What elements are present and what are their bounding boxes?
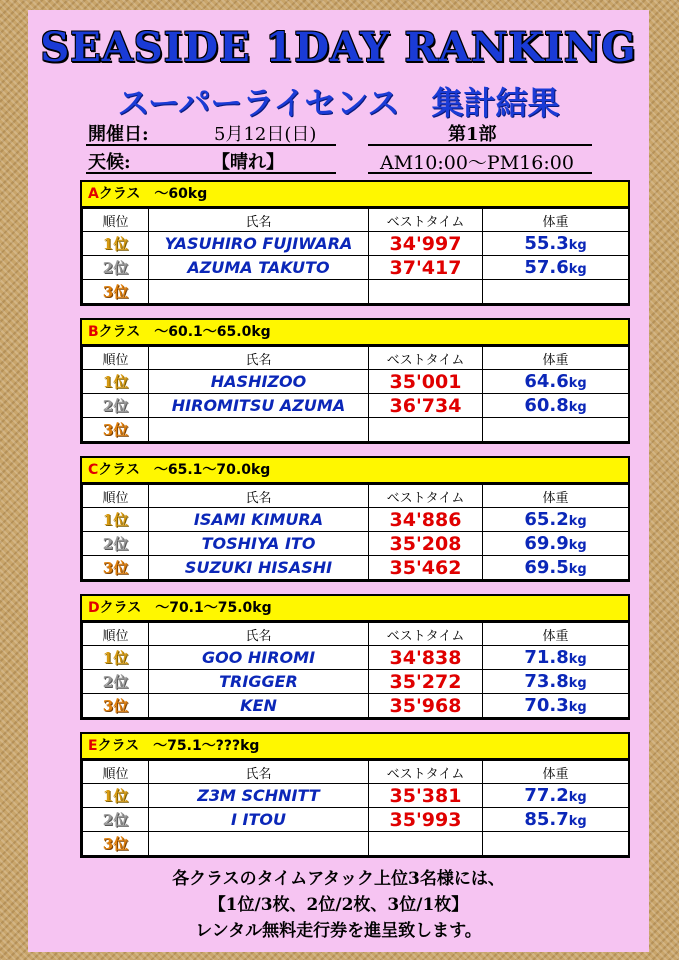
column-header-name: 氏名 [149, 347, 369, 370]
table-row [83, 394, 629, 418]
weight-cell [483, 832, 629, 856]
weight-cell [483, 232, 629, 256]
table-row [83, 556, 629, 580]
weight-value: 57.6 [524, 257, 569, 278]
table-header-row [83, 761, 629, 784]
table-row [83, 508, 629, 532]
page-title: SEASIDE 1DAY RANKING [40, 24, 637, 71]
weight-cell [483, 280, 629, 304]
column-header-rank: 順位 [83, 761, 149, 784]
column-header-name: 氏名 [149, 485, 369, 508]
prize-notice [28, 866, 649, 944]
column-header-time: ベストタイム [369, 209, 483, 232]
weight-cell [483, 370, 629, 394]
best-time-cell: 34'997 [369, 232, 483, 256]
rank-cell: 2位 [83, 256, 149, 280]
name-cell [149, 832, 369, 856]
prize-line-3: レンタル無料走行券を進呈致します。 [195, 921, 482, 941]
rank-cell: 3位 [83, 556, 149, 580]
rank-cell: 1位 [83, 370, 149, 394]
weight-cell [483, 808, 629, 832]
column-header-time: ベストタイム [369, 623, 483, 646]
best-time-cell [369, 832, 483, 856]
ranking-table [82, 484, 629, 580]
weight-value: 70.3 [524, 695, 569, 716]
prize-line-1: 各クラスのタイムアタック上位3名様には、 [172, 869, 505, 889]
class-c-table [80, 456, 630, 582]
best-time-cell: 34'838 [369, 646, 483, 670]
ranking-table [82, 208, 629, 304]
best-time-cell: 35'968 [369, 694, 483, 718]
class-header [82, 320, 628, 346]
name-cell: Z3M SCHNITT [149, 784, 369, 808]
weight-cell [483, 556, 629, 580]
name-cell: AZUMA TAKUTO [149, 256, 369, 280]
table-header-row [83, 347, 629, 370]
rank-cell: 3位 [83, 694, 149, 718]
name-cell: TRIGGER [149, 670, 369, 694]
column-header-name: 氏名 [149, 761, 369, 784]
name-cell: TOSHIYA ITO [149, 532, 369, 556]
column-header-weight: 体重 [483, 485, 629, 508]
class-header [82, 458, 628, 484]
class-label: クラス 〜60kg [98, 186, 208, 202]
rank-cell: 1位 [83, 784, 149, 808]
weight-value: 77.2 [524, 785, 569, 806]
weight-cell [483, 418, 629, 442]
weight-value: 64.6 [524, 371, 569, 392]
divider [368, 172, 592, 174]
table-row [83, 280, 629, 304]
weight-value: 71.8 [524, 647, 569, 668]
table-row [83, 670, 629, 694]
table-row [83, 646, 629, 670]
column-header-rank: 順位 [83, 209, 149, 232]
best-time-cell [369, 280, 483, 304]
divider [86, 172, 336, 174]
name-cell [149, 280, 369, 304]
column-header-weight: 体重 [483, 761, 629, 784]
rank-cell: 1位 [83, 232, 149, 256]
class-header [82, 596, 628, 622]
rank-cell: 2位 [83, 532, 149, 556]
weight-unit: kg [568, 376, 587, 391]
table-row [83, 370, 629, 394]
divider [368, 144, 592, 146]
class-letter: D [88, 600, 100, 616]
weight-unit: kg [568, 676, 587, 691]
session-label: 第1部 [448, 124, 497, 145]
weight-value: 69.9 [524, 533, 569, 554]
class-letter: B [88, 324, 99, 340]
prize-line-2: 【1位/3枚、2位/2枚、3位/1枚】 [208, 895, 469, 915]
name-cell: YASUHIRO FUJIWARA [149, 232, 369, 256]
rank-cell: 3位 [83, 832, 149, 856]
best-time-cell: 35'001 [369, 370, 483, 394]
flyer-sheet [28, 10, 649, 952]
weight-unit: kg [568, 790, 587, 805]
class-letter: A [88, 186, 99, 202]
column-header-name: 氏名 [149, 209, 369, 232]
weight-cell [483, 646, 629, 670]
name-cell: SUZUKI HISASHI [149, 556, 369, 580]
best-time-cell [369, 418, 483, 442]
rank-cell: 3位 [83, 280, 149, 304]
table-row [83, 808, 629, 832]
name-cell: KEN [149, 694, 369, 718]
table-row [83, 784, 629, 808]
ranking-table [82, 760, 629, 856]
weight-unit: kg [568, 238, 587, 253]
weight-cell [483, 532, 629, 556]
weight-unit: kg [568, 814, 587, 829]
table-row [83, 232, 629, 256]
name-cell: ISAMI KIMURA [149, 508, 369, 532]
rank-cell: 2位 [83, 394, 149, 418]
rank-cell: 2位 [83, 808, 149, 832]
table-row [83, 694, 629, 718]
class-label: クラス 〜75.1〜???kg [97, 738, 260, 754]
weight-value: 73.8 [524, 671, 569, 692]
weight-cell [483, 256, 629, 280]
table-row [83, 532, 629, 556]
weight-unit: kg [568, 400, 587, 415]
weight-cell [483, 508, 629, 532]
weight-value: 60.8 [524, 395, 569, 416]
weight-unit: kg [568, 652, 587, 667]
class-b-table [80, 318, 630, 444]
date-value: 5月12日(日) [214, 124, 317, 145]
weight-unit: kg [568, 514, 587, 529]
class-a-table [80, 180, 630, 306]
name-cell: GOO HIROMI [149, 646, 369, 670]
weight-cell [483, 784, 629, 808]
weight-value: 69.5 [524, 557, 569, 578]
name-cell: HASHIZOO [149, 370, 369, 394]
column-header-rank: 順位 [83, 485, 149, 508]
class-letter: E [88, 738, 98, 754]
class-e-table [80, 732, 630, 858]
column-header-time: ベストタイム [369, 485, 483, 508]
column-header-rank: 順位 [83, 623, 149, 646]
weight-cell [483, 694, 629, 718]
table-header-row [83, 623, 629, 646]
class-label: クラス 〜65.1〜70.0kg [98, 462, 271, 478]
best-time-cell: 35'208 [369, 532, 483, 556]
ranking-table [82, 346, 629, 442]
table-header-row [83, 209, 629, 232]
class-letter: C [88, 462, 99, 478]
name-cell [149, 418, 369, 442]
column-header-rank: 順位 [83, 347, 149, 370]
best-time-cell: 36'734 [369, 394, 483, 418]
column-header-weight: 体重 [483, 209, 629, 232]
rank-cell: 1位 [83, 646, 149, 670]
best-time-cell: 37'417 [369, 256, 483, 280]
table-row [83, 832, 629, 856]
ranking-table [82, 622, 629, 718]
column-header-time: ベストタイム [369, 347, 483, 370]
weight-unit: kg [568, 562, 587, 577]
weather-value: 【晴れ】 [212, 152, 284, 173]
column-header-weight: 体重 [483, 623, 629, 646]
table-row [83, 418, 629, 442]
weight-value: 65.2 [524, 509, 569, 530]
class-label: クラス 〜70.1〜75.0kg [99, 600, 272, 616]
column-header-weight: 体重 [483, 347, 629, 370]
class-d-table [80, 594, 630, 720]
divider [86, 144, 336, 146]
weight-unit: kg [568, 538, 587, 553]
best-time-cell: 35'381 [369, 784, 483, 808]
table-header-row [83, 485, 629, 508]
page-subtitle: スーパーライセンス 集計結果 [117, 84, 560, 122]
rank-cell: 1位 [83, 508, 149, 532]
best-time-cell: 35'462 [369, 556, 483, 580]
best-time-cell: 35'272 [369, 670, 483, 694]
rank-cell: 3位 [83, 418, 149, 442]
weight-cell [483, 394, 629, 418]
date-label: 開催日: [88, 124, 149, 145]
name-cell: HIROMITSU AZUMA [149, 394, 369, 418]
best-time-cell: 34'886 [369, 508, 483, 532]
weight-unit: kg [568, 262, 587, 277]
weight-unit: kg [568, 700, 587, 715]
weight-value: 85.7 [524, 809, 569, 830]
weather-label: 天候: [88, 152, 131, 173]
class-label: クラス 〜60.1〜65.0kg [98, 324, 271, 340]
table-row [83, 256, 629, 280]
weight-value: 55.3 [524, 233, 569, 254]
weight-cell [483, 670, 629, 694]
column-header-name: 氏名 [149, 623, 369, 646]
best-time-cell: 35'993 [369, 808, 483, 832]
name-cell: I ITOU [149, 808, 369, 832]
time-range: AM10:00〜PM16:00 [380, 152, 574, 174]
class-header [82, 734, 628, 760]
column-header-time: ベストタイム [369, 761, 483, 784]
rank-cell: 2位 [83, 670, 149, 694]
class-header [82, 182, 628, 208]
